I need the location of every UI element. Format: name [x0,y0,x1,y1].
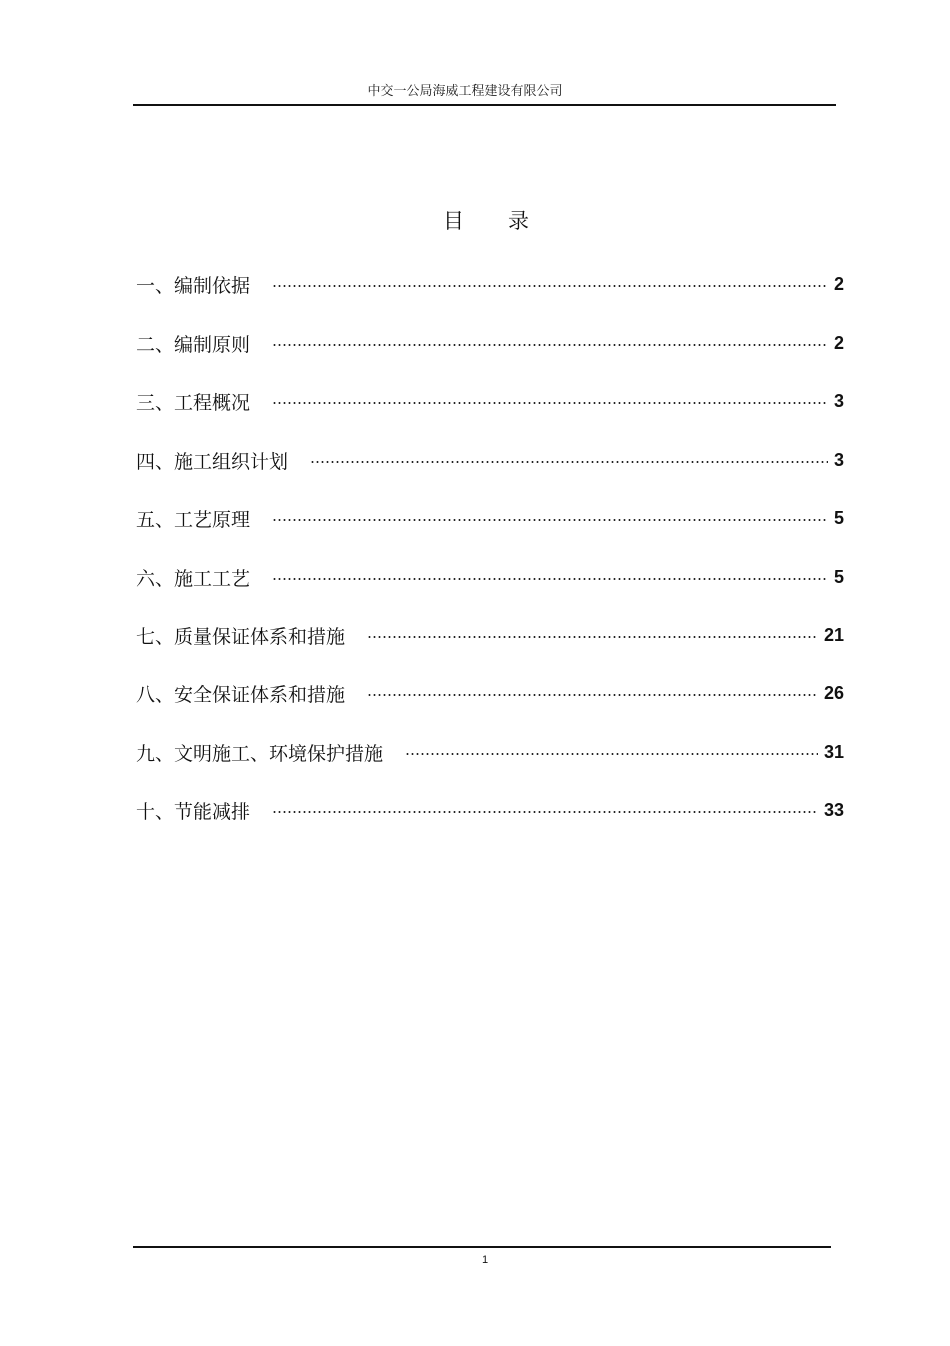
toc-entry[interactable] [136,503,844,533]
toc-entry-label: 十、节能减排 [136,800,251,823]
toc-entry-page: 26 [823,682,844,703]
toc-entry-page: 2 [833,332,844,353]
toc-entry[interactable] [136,562,844,592]
toc-entry[interactable] [136,737,844,767]
toc-entry-label: 三、工程概况 [136,391,251,414]
toc-dot-leader [272,344,828,346]
toc-entry-label: 六、施工工艺 [136,567,251,590]
toc-entry-page: 2 [833,273,844,294]
toc-entry[interactable] [136,445,844,475]
footer-page-number: 1 [481,1254,489,1266]
header-divider [133,104,836,106]
footer-divider [133,1246,831,1248]
toc-entry-label: 七、质量保证体系和措施 [136,625,346,648]
toc-entry-page: 3 [833,449,844,470]
toc-dot-leader [272,519,828,521]
toc-entry[interactable] [136,328,844,358]
toc-entry-label: 二、编制原则 [136,333,251,356]
toc-entry[interactable] [136,386,844,416]
toc-entry-page: 3 [833,390,844,411]
toc-entry-label: 四、施工组织计划 [136,450,289,473]
toc-entry-page: 31 [823,741,844,762]
toc-entry-label: 一、编制依据 [136,274,251,297]
toc-entry-page: 21 [823,624,844,645]
toc-entry-label: 九、文明施工、环境保护措施 [136,742,384,765]
toc-entry[interactable] [136,678,844,708]
toc-dot-leader [367,636,818,638]
toc-entry-page: 5 [833,507,844,528]
toc-dot-leader [272,811,818,813]
header-company-name: 中交一公局海威工程建设有限公司 [367,84,563,99]
toc-title-char-2: 录 [508,209,529,233]
toc-dot-leader [405,753,818,755]
toc-dot-leader [367,694,818,696]
toc-entry-label: 五、工艺原理 [136,508,251,531]
toc-dot-leader [272,285,828,287]
toc-dot-leader [272,578,828,580]
toc-title-char-1: 目 [443,209,464,233]
toc-entry[interactable] [136,795,844,825]
toc-entry[interactable] [136,620,844,650]
toc-entry-label: 八、安全保证体系和措施 [136,683,346,706]
toc-dot-leader [310,461,828,463]
toc-entry-page: 5 [833,566,844,587]
toc-title [0,205,950,235]
toc-dot-leader [272,402,828,404]
toc-entry[interactable] [136,269,844,299]
toc-entry-page: 33 [823,799,844,820]
